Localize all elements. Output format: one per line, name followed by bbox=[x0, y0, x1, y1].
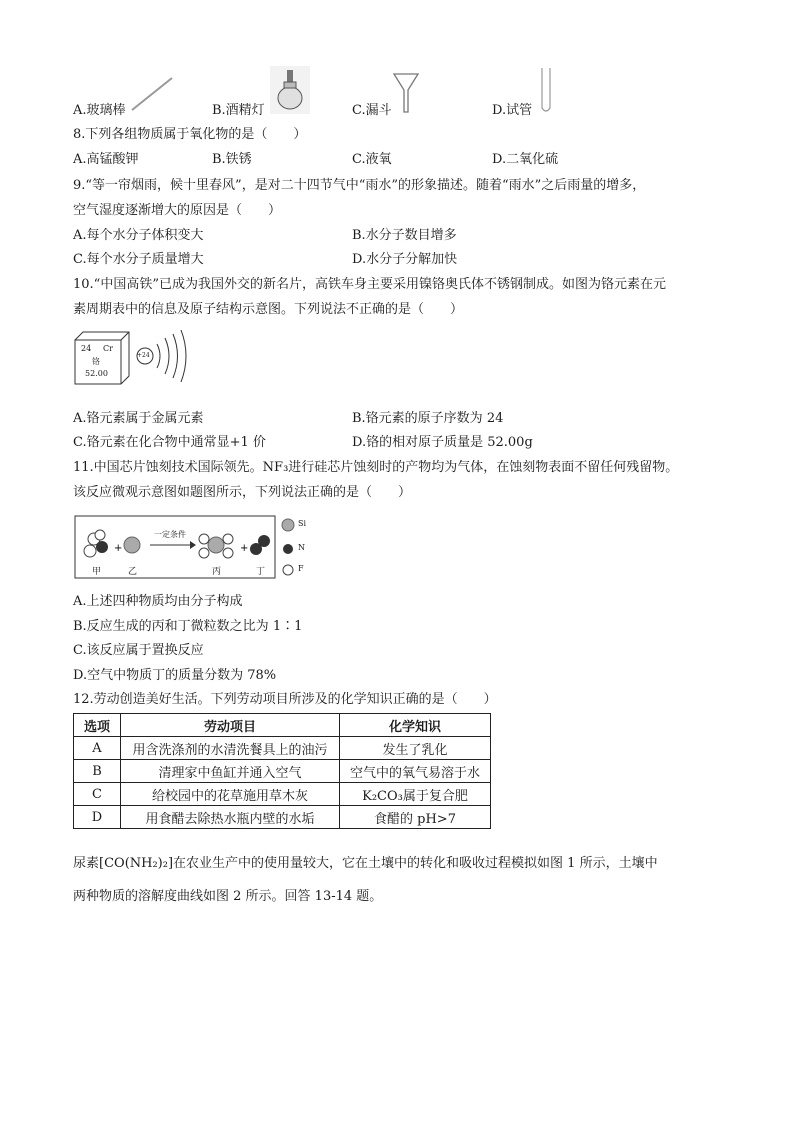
q10-stem-line1: 10.“中国高铁”已成为我国外交的新名片，高铁车身主要采用镍铬奥氏体不锈钢制成。如图为铬元素在元 bbox=[73, 277, 666, 292]
reaction-diagram bbox=[74, 513, 324, 581]
q11-stem-line2: 该反应微观示意图如题图所示，下列说法正确的是（ ） bbox=[73, 485, 412, 500]
q10-option-d[interactable]: D.铬的相对原子质量是 52.00g bbox=[352, 435, 533, 450]
cell-labor: 用含洗涤剂的水清洗餐具上的油污 bbox=[121, 737, 340, 760]
q10-stem-line2: 素周期表中的信息及原子结构示意图。下列说法不正确的是（ ） bbox=[73, 302, 464, 317]
label-yi: 乙 bbox=[128, 567, 138, 577]
header-option: 选项 bbox=[74, 714, 121, 737]
funnel-figure bbox=[392, 70, 420, 114]
table-header-row bbox=[74, 714, 491, 737]
q12-stem: 12.劳动创造美好生活。下列劳动项目所涉及的化学知识正确的是（ ） bbox=[73, 692, 497, 707]
header-labor: 劳动项目 bbox=[121, 714, 340, 737]
cell-option: D bbox=[74, 806, 121, 829]
cell-labor: 用食醋去除热水瓶内壁的水垢 bbox=[121, 806, 340, 829]
q9-stem-line2: 空气湿度逐渐增大的原因是（ ） bbox=[73, 203, 282, 218]
element-name: 铬 bbox=[92, 357, 100, 366]
nucleus-charge: +24 bbox=[137, 352, 150, 359]
table-row[interactable] bbox=[74, 806, 491, 829]
urea-line1-rest: 在农业生产中的使用量较大，它在土壤中的转化和吸收过程模拟如图 1 所示，土壤中 bbox=[173, 856, 658, 871]
q10-option-b[interactable]: B.铬元素的原子序数为 24 bbox=[352, 411, 504, 426]
table-row[interactable] bbox=[74, 760, 491, 783]
q8-option-b[interactable]: B.铁锈 bbox=[212, 152, 252, 167]
label-bing: 丙 bbox=[212, 567, 222, 577]
legend-f: F bbox=[298, 564, 304, 573]
q11-option-c[interactable]: C.该反应属于置换反应 bbox=[73, 643, 204, 658]
cell-knowledge: K₂CO₃属于复合肥 bbox=[340, 783, 491, 806]
label-ding: 丁 bbox=[256, 567, 266, 577]
q11-option-b[interactable]: B.反应生成的丙和丁微粒数之比为 1∶1 bbox=[73, 619, 303, 634]
q10-option-a[interactable]: A.铬元素属于金属元素 bbox=[73, 411, 204, 426]
cell-labor: 清理家中鱼缸并通入空气 bbox=[121, 760, 340, 783]
element-mass: 52.00 bbox=[85, 369, 108, 378]
q9-option-c[interactable]: C.每个水分子质量增大 bbox=[73, 252, 204, 267]
q7-option-c[interactable]: C.漏斗 bbox=[352, 103, 392, 118]
legend-si: Si bbox=[298, 519, 307, 528]
reaction-condition: 一定条件 bbox=[154, 530, 186, 539]
urea-intro-line2: 两种物质的溶解度曲线如图 2 所示。回答 13-14 题。 bbox=[73, 889, 383, 904]
alcohol-lamp-figure bbox=[270, 66, 310, 114]
q9-option-d[interactable]: D.水分子分解加快 bbox=[352, 252, 458, 267]
svg-text:+: + bbox=[240, 543, 249, 554]
label-jia: 甲 bbox=[92, 567, 102, 577]
labor-table bbox=[73, 713, 491, 829]
cell-knowledge: 发生了乳化 bbox=[340, 737, 491, 760]
cell-knowledge: 食醋的 pH>7 bbox=[340, 806, 491, 829]
table-row[interactable] bbox=[74, 737, 491, 760]
cell-option: B bbox=[74, 760, 121, 783]
test-tube-figure bbox=[536, 66, 556, 116]
cell-knowledge: 空气中的氧气易溶于水 bbox=[340, 760, 491, 783]
glass-rod-figure bbox=[128, 74, 176, 114]
table-row[interactable] bbox=[74, 783, 491, 806]
q8-option-c[interactable]: C.液氧 bbox=[352, 152, 392, 167]
urea-formula: [CO(NH₂)₂] bbox=[99, 856, 174, 871]
header-knowledge: 化学知识 bbox=[340, 714, 491, 737]
q7-option-b[interactable]: B.酒精灯 bbox=[212, 103, 265, 118]
q8-stem: 8.下列各组物质属于氧化物的是（ ） bbox=[73, 127, 307, 142]
element-number: 24 bbox=[81, 344, 92, 353]
svg-text:+: + bbox=[114, 543, 123, 554]
q8-option-d[interactable]: D.二氧化硫 bbox=[492, 152, 559, 167]
q9-option-a[interactable]: A.每个水分子体积变大 bbox=[73, 228, 204, 243]
q7-option-a[interactable]: A.玻璃棒 bbox=[73, 103, 126, 118]
urea-prefix: 尿素 bbox=[73, 856, 100, 871]
q11-option-d[interactable]: D.空气中物质丁的质量分数为 78% bbox=[73, 668, 277, 683]
element-symbol: Cr bbox=[103, 344, 113, 353]
q7-option-d[interactable]: D.试管 bbox=[492, 103, 533, 118]
cell-option: A bbox=[74, 737, 121, 760]
q10-option-c[interactable]: C.铬元素在化合物中通常显+1 价 bbox=[73, 435, 266, 450]
cell-option: C bbox=[74, 783, 121, 806]
urea-intro-line1 bbox=[73, 855, 658, 873]
legend-n: N bbox=[298, 543, 305, 552]
chromium-element-figure bbox=[73, 330, 188, 388]
q11-stem-line1: 11.中国芯片蚀刻技术国际领先。NF₃进行硅芯片蚀刻时的产物均为气体，在蚀刻物表面不留任何残留物。 bbox=[73, 460, 679, 475]
q8-option-a[interactable]: A.高锰酸钾 bbox=[73, 152, 139, 167]
q9-stem-line1: 9.“等一帘烟雨，候十里春风”，是对二十四节气中“雨水”的形象描述。随着“雨水”之后雨量的增多， bbox=[73, 178, 646, 193]
cell-labor: 给校园中的花草施用草木灰 bbox=[121, 783, 340, 806]
q9-option-b[interactable]: B.水分子数目增多 bbox=[352, 228, 457, 243]
q11-option-a[interactable]: A.上述四种物质均由分子构成 bbox=[73, 594, 243, 609]
